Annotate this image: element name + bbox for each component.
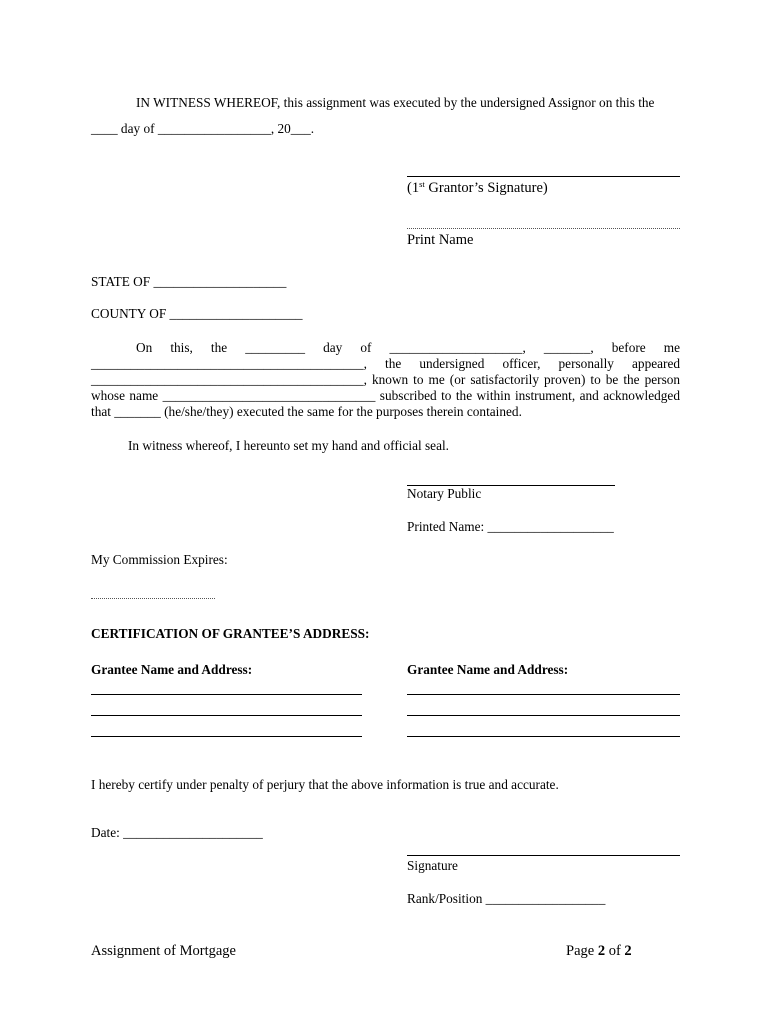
ack-line-4: whose name ________________________________ subscribed to the within instrument, and acknowledged	[91, 388, 680, 403]
printed-name-field[interactable]: Printed Name: ___________________	[407, 519, 614, 534]
grantee-2-address-line[interactable]	[407, 694, 680, 695]
grantee-address-label-1: Grantee Name and Address:	[91, 662, 253, 677]
page-number: Page 2 of 2	[566, 943, 632, 959]
ack-line-1: On this, the _________ day of ____________________, _______, before me	[136, 340, 680, 355]
ack-line-3: _________________________________________, known to me (or satisfactorily proven) to be the person	[91, 372, 681, 387]
notary-public-label: Notary Public	[407, 486, 482, 501]
grantee-2-address-line[interactable]	[407, 736, 680, 737]
print-name-line[interactable]	[407, 228, 680, 229]
state-of: STATE OF ____________________	[91, 274, 287, 289]
ack-line-2: _________________________________________, the undersigned officer, personally appeared	[91, 356, 680, 371]
grantee-address-label-2: Grantee Name and Address:	[407, 662, 569, 677]
witness-line-1: IN WITNESS WHEREOF, this assignment was executed by the undersigned Assignor on this the	[136, 95, 655, 110]
grantee-1-address-line[interactable]	[91, 694, 362, 695]
county-of: COUNTY OF ____________________	[91, 306, 303, 321]
certifier-signature-line[interactable]	[407, 855, 680, 856]
witness-line-2: ____ day of _________________, 20___.	[91, 121, 315, 136]
rank-position-field[interactable]: Rank/Position __________________	[407, 891, 606, 906]
grantee-1-address-line[interactable]	[91, 736, 362, 737]
signature-label: Signature	[407, 858, 458, 873]
commission-expires-label: My Commission Expires:	[91, 552, 228, 567]
ack-line-5: that _______ (he/she/they) executed the same for the purposes therein contained.	[91, 404, 522, 419]
grantor-signature-line[interactable]	[407, 176, 680, 177]
footer-title: Assignment of Mortgage	[91, 943, 236, 959]
date-field[interactable]: Date: _____________________	[91, 825, 263, 840]
print-name-label: Print Name	[407, 232, 474, 248]
certification-statement: I hereby certify under penalty of perjury that the above information is true and accurate.	[91, 777, 559, 792]
commission-expires-line[interactable]	[91, 598, 215, 599]
grantee-1-address-line[interactable]	[91, 715, 362, 716]
grantee-2-address-line[interactable]	[407, 715, 680, 716]
seal-statement: In witness whereof, I hereunto set my hand and official seal.	[128, 438, 449, 453]
certification-heading: CERTIFICATION OF GRANTEE’S ADDRESS:	[91, 626, 370, 641]
grantor-signature-label: (1st Grantor’s Signature)	[407, 179, 548, 196]
